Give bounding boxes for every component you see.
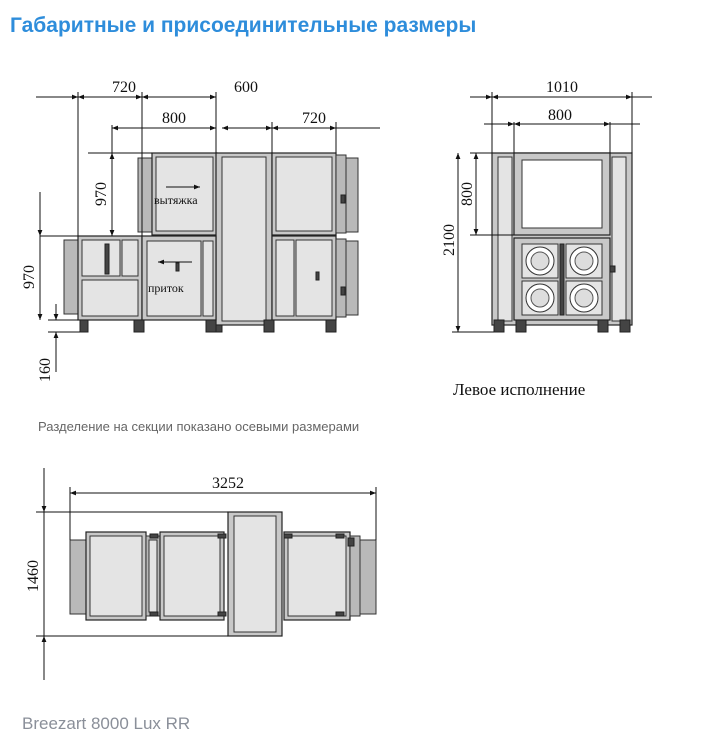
top-left-duct — [70, 540, 86, 614]
front-lower-left-duct — [64, 240, 78, 314]
dim-800-side: 800 — [548, 107, 572, 124]
dim-970-lower: 970 — [21, 265, 38, 289]
dim-800: 800 — [162, 110, 186, 127]
front-lower-right-duct — [346, 241, 358, 315]
supply-label: приток — [148, 281, 184, 295]
dim-970-upper: 970 — [93, 182, 110, 206]
dim-1010: 1010 — [546, 79, 578, 96]
dim-1460: 1460 — [25, 560, 42, 592]
front-leg — [80, 320, 88, 332]
exhaust-label: вытяжка — [154, 193, 198, 207]
front-view-drawing — [21, 79, 380, 382]
front-upper-right-duct — [346, 158, 358, 232]
model-name: Breezart 8000 Lux RR — [22, 714, 191, 733]
front-upper-left-duct — [138, 158, 152, 232]
dim-800-height: 800 — [459, 182, 476, 206]
side-view-drawing — [441, 79, 652, 332]
sections-caption: Разделение на секции показано осевыми размерами — [38, 419, 360, 434]
variant-label: Левое исполнение — [453, 380, 586, 399]
dim-2100: 2100 — [441, 224, 458, 256]
top-view-drawing — [25, 468, 376, 680]
dim-160: 160 — [37, 358, 54, 382]
dim-720-left: 720 — [112, 79, 136, 96]
top-right-duct — [360, 540, 376, 614]
dim-3252: 3252 — [212, 475, 244, 492]
dim-720-right: 720 — [302, 110, 326, 127]
dim-600: 600 — [234, 79, 258, 96]
page-title: Габаритные и присоединительные размеры — [10, 14, 477, 37]
